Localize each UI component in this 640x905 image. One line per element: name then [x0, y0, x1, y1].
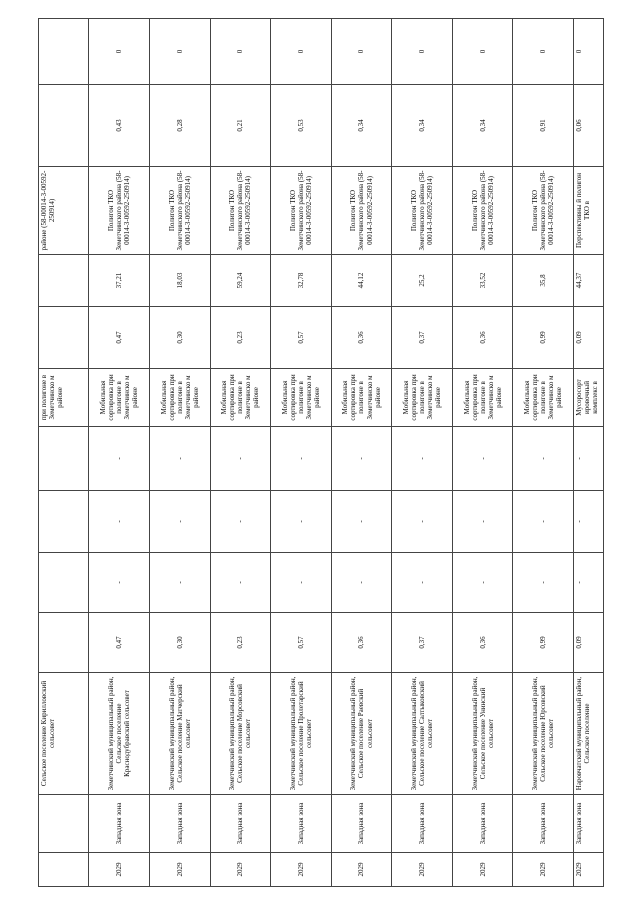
destination-volume-cell	[39, 85, 89, 167]
volume-cell: 0,36	[331, 613, 392, 673]
residual-cell: 0	[271, 19, 332, 85]
destination-cell: Полигон ТКО Земетчинского района (58-00014-З-00592-250914)	[331, 167, 392, 255]
destination-volume-cell: 0,28	[149, 85, 210, 167]
table-row	[452, 19, 513, 887]
dash-cell: -	[149, 427, 210, 491]
table-row	[39, 19, 89, 887]
object-volume-cell: 0,23	[210, 307, 271, 369]
territory-cell: Земетчинский муниципальный район, Сельское поселение Матчерский сельсовет	[149, 673, 210, 795]
dash-cell: -	[149, 491, 210, 553]
volume-cell: 0,37	[392, 613, 453, 673]
dash-cell: -	[210, 427, 271, 491]
territory-cell: Земетчинский муниципальный район, Сельское поселение Юрсовский сельсовет	[513, 673, 574, 795]
zone-cell: Западная зона	[392, 795, 453, 853]
dash-cell: -	[452, 491, 513, 553]
distance-cell: 35,8	[513, 255, 574, 307]
territory-cell: Наровчатский муниципальный район, Сельское поселение	[574, 673, 604, 795]
destination-cell: Полигон ТКО Земетчинского района (58-00014-З-00592-250914)	[392, 167, 453, 255]
year-cell: 2029	[149, 853, 210, 887]
object-volume-cell: 0,36	[331, 307, 392, 369]
destination-cell: Полигон ТКО Земетчинского района (58-00014-З-00592-250914)	[210, 167, 271, 255]
volume-cell: 0,57	[271, 613, 332, 673]
distance-cell: 59,24	[210, 255, 271, 307]
table-row	[392, 19, 453, 887]
territory-cell: Сельское поселение Кирилловский сельсовет	[39, 673, 89, 795]
object-cell: Мобильная сортировка при полигоне в Земетчинско м районе	[149, 369, 210, 427]
dash-cell: -	[89, 553, 150, 613]
object-volume-cell	[39, 307, 89, 369]
dash-cell: -	[271, 553, 332, 613]
dash-cell: -	[271, 427, 332, 491]
year-cell: 2029	[271, 853, 332, 887]
zone-cell: Западная зона	[149, 795, 210, 853]
object-volume-cell: 0,09	[574, 307, 604, 369]
destination-cell: Полигон ТКО Земетчинского района (58-00014-З-00592-250914)	[452, 167, 513, 255]
zone-cell: Западная зона	[271, 795, 332, 853]
dash-cell: -	[89, 491, 150, 553]
residual-cell: 0	[392, 19, 453, 85]
table-row	[513, 19, 574, 887]
object-cell: Мусоросорт ировочный комплекс в	[574, 369, 604, 427]
table-row	[574, 19, 604, 887]
zone-cell: Западная зона	[452, 795, 513, 853]
destination-volume-cell: 0,34	[452, 85, 513, 167]
territory-cell: Земетчинский муниципальный район, Сельское поселение Раевский сельсовет	[331, 673, 392, 795]
object-cell: Мобильная сортировка при полигоне в Земетчинско м районе	[271, 369, 332, 427]
zone-cell: Западная зона	[513, 795, 574, 853]
year-cell: 2029	[89, 853, 150, 887]
zone-cell: Западная зона	[89, 795, 150, 853]
destination-cell: Перспективны й полигон ТКО в	[574, 167, 604, 255]
territory-cell: Земетчинский муниципальный район, Сельское поселение Морсовский сельсовет	[210, 673, 271, 795]
dash-cell: -	[452, 553, 513, 613]
dash-cell: -	[392, 491, 453, 553]
object-cell: Мобильная сортировка при полигоне в Земетчинско м районе	[392, 369, 453, 427]
object-cell: при полигоне в Земетчинско м районе	[39, 369, 89, 427]
distance-cell: 18,03	[149, 255, 210, 307]
table-row	[149, 19, 210, 887]
waste-flow-table	[38, 18, 604, 887]
dash-cell: -	[331, 491, 392, 553]
dash-cell: -	[513, 427, 574, 491]
volume-cell: 0,23	[210, 613, 271, 673]
volume-cell: 0,99	[513, 613, 574, 673]
residual-cell: 0	[89, 19, 150, 85]
territory-cell: Земетчинский муниципальный район, Сельское поселение Краснодубравский сельсовет	[89, 673, 150, 795]
distance-cell: 44,12	[331, 255, 392, 307]
zone-cell: Западная зона	[574, 795, 604, 853]
year-cell: 2029	[331, 853, 392, 887]
year-cell: 2029	[392, 853, 453, 887]
zone-cell: Западная зона	[331, 795, 392, 853]
object-volume-cell: 0,99	[513, 307, 574, 369]
object-volume-cell: 0,30	[149, 307, 210, 369]
dash-cell: -	[574, 491, 604, 553]
volume-cell: 0,47	[89, 613, 150, 673]
dash-cell: -	[149, 553, 210, 613]
residual-cell: 0	[513, 19, 574, 85]
distance-cell	[39, 255, 89, 307]
residual-cell: 0	[210, 19, 271, 85]
object-cell: Мобильная сортировка при полигоне в Земетчинско м районе	[452, 369, 513, 427]
object-cell: Мобильная сортировка при полигоне в Земетчинско м районе	[89, 369, 150, 427]
dash-cell	[39, 553, 89, 613]
dash-cell: -	[574, 553, 604, 613]
object-volume-cell: 0,57	[271, 307, 332, 369]
dash-cell	[39, 427, 89, 491]
destination-volume-cell: 0,43	[89, 85, 150, 167]
table-body	[39, 19, 604, 887]
destination-volume-cell: 0,21	[210, 85, 271, 167]
destination-volume-cell: 0,06	[574, 85, 604, 167]
dash-cell: -	[513, 491, 574, 553]
residual-cell: 0	[574, 19, 604, 85]
table-row	[89, 19, 150, 887]
dash-cell	[39, 491, 89, 553]
zone-cell	[39, 795, 89, 853]
table-row	[210, 19, 271, 887]
year-cell: 2029	[513, 853, 574, 887]
destination-cell: Полигон ТКО Земетчинского района (58-00014-З-00592-250914)	[89, 167, 150, 255]
destination-cell: Полигон ТКО Земетчинского района (58-00014-З-00592-250914)	[149, 167, 210, 255]
year-cell: 2029	[452, 853, 513, 887]
year-cell: 2029	[210, 853, 271, 887]
destination-cell: Полигон ТКО Земетчинского района (58-00014-З-00592-250914)	[513, 167, 574, 255]
object-cell: Мобильная сортировка при полигоне в Земетчинско м районе	[210, 369, 271, 427]
destination-cell: районе (58-00014-З-00592-250914)	[39, 167, 89, 255]
distance-cell: 33,52	[452, 255, 513, 307]
object-volume-cell: 0,36	[452, 307, 513, 369]
residual-cell: 0	[452, 19, 513, 85]
dash-cell: -	[331, 427, 392, 491]
object-volume-cell: 0,37	[392, 307, 453, 369]
dash-cell: -	[271, 491, 332, 553]
dash-cell: -	[392, 427, 453, 491]
dash-cell: -	[89, 427, 150, 491]
dash-cell: -	[210, 553, 271, 613]
dash-cell: -	[513, 553, 574, 613]
volume-cell: 0,09	[574, 613, 604, 673]
table-row	[331, 19, 392, 887]
residual-cell: 0	[149, 19, 210, 85]
destination-volume-cell: 0,34	[331, 85, 392, 167]
territory-cell: Земетчинский муниципальный район, Сельское поселение Салтыковский сельсовет	[392, 673, 453, 795]
object-cell: Мобильная сортировка при полигоне в Земетчинско м районе	[331, 369, 392, 427]
dash-cell: -	[574, 427, 604, 491]
volume-cell	[39, 613, 89, 673]
volume-cell: 0,30	[149, 613, 210, 673]
destination-volume-cell: 0,34	[392, 85, 453, 167]
destination-volume-cell: 0,91	[513, 85, 574, 167]
dash-cell: -	[452, 427, 513, 491]
distance-cell: 25,2	[392, 255, 453, 307]
dash-cell: -	[331, 553, 392, 613]
dash-cell: -	[392, 553, 453, 613]
object-cell: Мобильная сортировка при полигоне в Земетчинско м районе	[513, 369, 574, 427]
residual-cell: 0	[331, 19, 392, 85]
distance-cell: 44,37	[574, 255, 604, 307]
residual-cell	[39, 19, 89, 85]
object-volume-cell: 0,47	[89, 307, 150, 369]
destination-volume-cell: 0,53	[271, 85, 332, 167]
territory-cell: Земетчинский муниципальный район, Сельское поселение Унинский сельсовет	[452, 673, 513, 795]
distance-cell: 32,78	[271, 255, 332, 307]
territory-cell: Земетчинский муниципальный район, Сельское поселение Пролетарский сельсовет	[271, 673, 332, 795]
dash-cell: -	[210, 491, 271, 553]
destination-cell: Полигон ТКО Земетчинского района (58-00014-З-00592-250914)	[271, 167, 332, 255]
volume-cell: 0,36	[452, 613, 513, 673]
year-cell: 2029	[574, 853, 604, 887]
distance-cell: 37,21	[89, 255, 150, 307]
table-row	[271, 19, 332, 887]
zone-cell: Западная зона	[210, 795, 271, 853]
rotated-page	[38, 19, 604, 887]
year-cell	[39, 853, 89, 887]
